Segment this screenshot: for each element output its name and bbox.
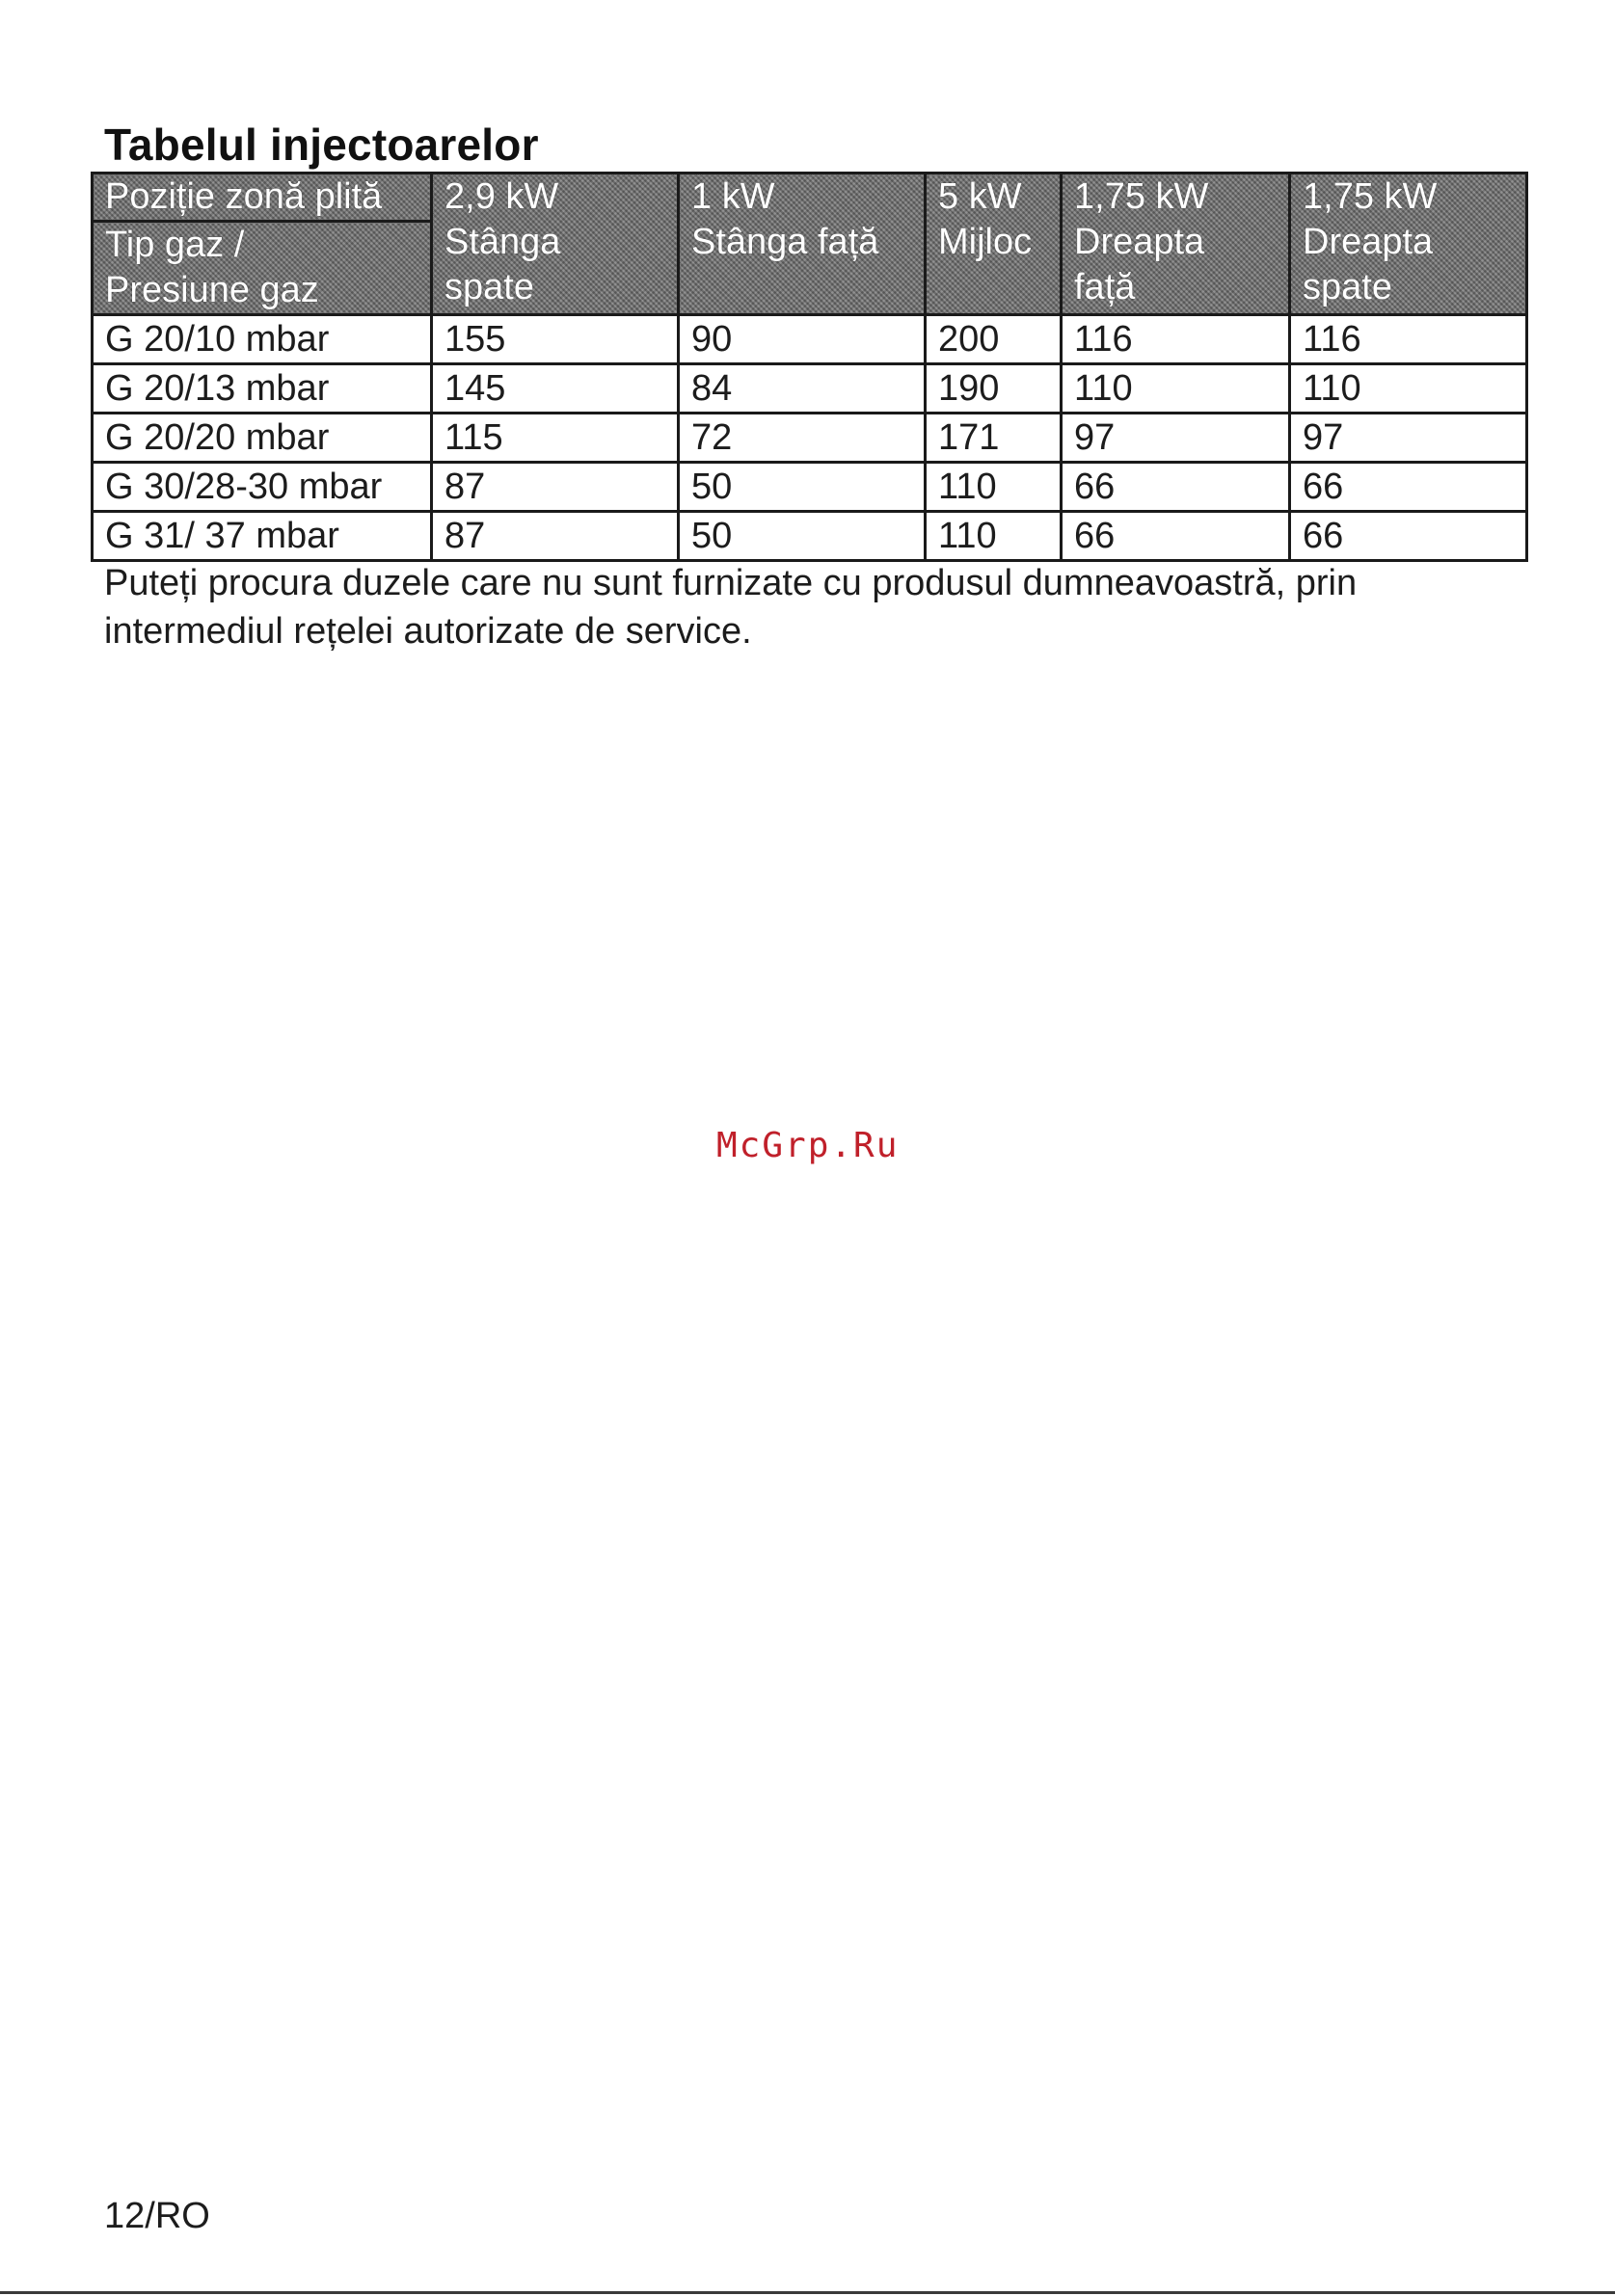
table-cell: 145	[432, 364, 679, 414]
header-col-2-pos: Stânga față	[691, 222, 879, 262]
header-gas-type-line-1: Tip gaz /	[105, 225, 245, 265]
table-cell: 90	[679, 315, 926, 364]
page-number: 12/RO	[104, 2196, 210, 2236]
header-col-3	[926, 174, 1062, 315]
table-cell: 171	[926, 414, 1062, 463]
service-note-line-2: intermediul rețelei autorizate de service.	[104, 611, 752, 652]
header-col-4-power: 1,75 kW	[1074, 176, 1209, 217]
table-cell: 84	[679, 364, 926, 414]
header-col-4	[1062, 174, 1290, 315]
table-cell: 190	[926, 364, 1062, 414]
header-col-3-power: 5 kW	[938, 176, 1022, 217]
table-cell: 87	[432, 463, 679, 512]
table-cell: G 30/28-30 mbar	[93, 463, 432, 512]
table-cell: 72	[679, 414, 926, 463]
header-col-1-pos-a: Stânga	[444, 222, 561, 262]
bottom-rule	[0, 2291, 1615, 2294]
header-col-5-pos-b: spate	[1303, 267, 1392, 307]
table-cell: 97	[1062, 414, 1290, 463]
table-cell: 50	[679, 512, 926, 561]
table-cell: 200	[926, 315, 1062, 364]
header-col-4-pos-b: față	[1074, 267, 1136, 307]
table-cell: G 20/10 mbar	[93, 315, 432, 364]
header-col-1	[432, 174, 679, 315]
header-col-1-pos-b: spate	[444, 267, 534, 307]
injector-table	[91, 172, 1528, 562]
table-row	[93, 463, 1527, 512]
table-cell: 66	[1062, 463, 1290, 512]
table-cell: 116	[1062, 315, 1290, 364]
page-title: Tabelul injectoarelor	[104, 120, 539, 170]
service-note	[104, 559, 1493, 655]
header-col-2	[679, 174, 926, 315]
table-cell: 50	[679, 463, 926, 512]
table-cell: 110	[926, 512, 1062, 561]
table-cell: 115	[432, 414, 679, 463]
header-col-1-power: 2,9 kW	[444, 176, 559, 217]
table-cell: 87	[432, 512, 679, 561]
header-col-4-pos-a: Dreapta	[1074, 222, 1205, 262]
header-col-5-pos-a: Dreapta	[1303, 222, 1434, 262]
table-row	[93, 414, 1527, 463]
table-cell: 66	[1062, 512, 1290, 561]
header-gas-type-line-2: Presiune gaz	[105, 270, 319, 310]
watermark: McGrp.Ru	[716, 1126, 900, 1165]
table-cell: 155	[432, 315, 679, 364]
header-col-5	[1290, 174, 1527, 315]
table-cell: 97	[1290, 414, 1527, 463]
table-cell: G 20/13 mbar	[93, 364, 432, 414]
header-zone-position: Poziție zonă plită	[93, 174, 432, 222]
header-gas-type	[93, 222, 432, 315]
table-row	[93, 315, 1527, 364]
header-col-2-power: 1 kW	[691, 176, 775, 217]
table-cell: G 20/20 mbar	[93, 414, 432, 463]
table-cell: 110	[926, 463, 1062, 512]
table-row	[93, 512, 1527, 561]
table-cell: 110	[1062, 364, 1290, 414]
table-cell: 66	[1290, 463, 1527, 512]
table-cell: 110	[1290, 364, 1527, 414]
table-cell: 116	[1290, 315, 1527, 364]
table-cell: G 31/ 37 mbar	[93, 512, 432, 561]
service-note-line-1: Puteți procura duzele care nu sunt furnizate cu produsul dumneavoastră, prin	[104, 563, 1358, 603]
table-cell: 66	[1290, 512, 1527, 561]
table-row	[93, 364, 1527, 414]
header-col-5-power: 1,75 kW	[1303, 176, 1438, 217]
header-col-3-pos: Mijloc	[938, 222, 1033, 262]
